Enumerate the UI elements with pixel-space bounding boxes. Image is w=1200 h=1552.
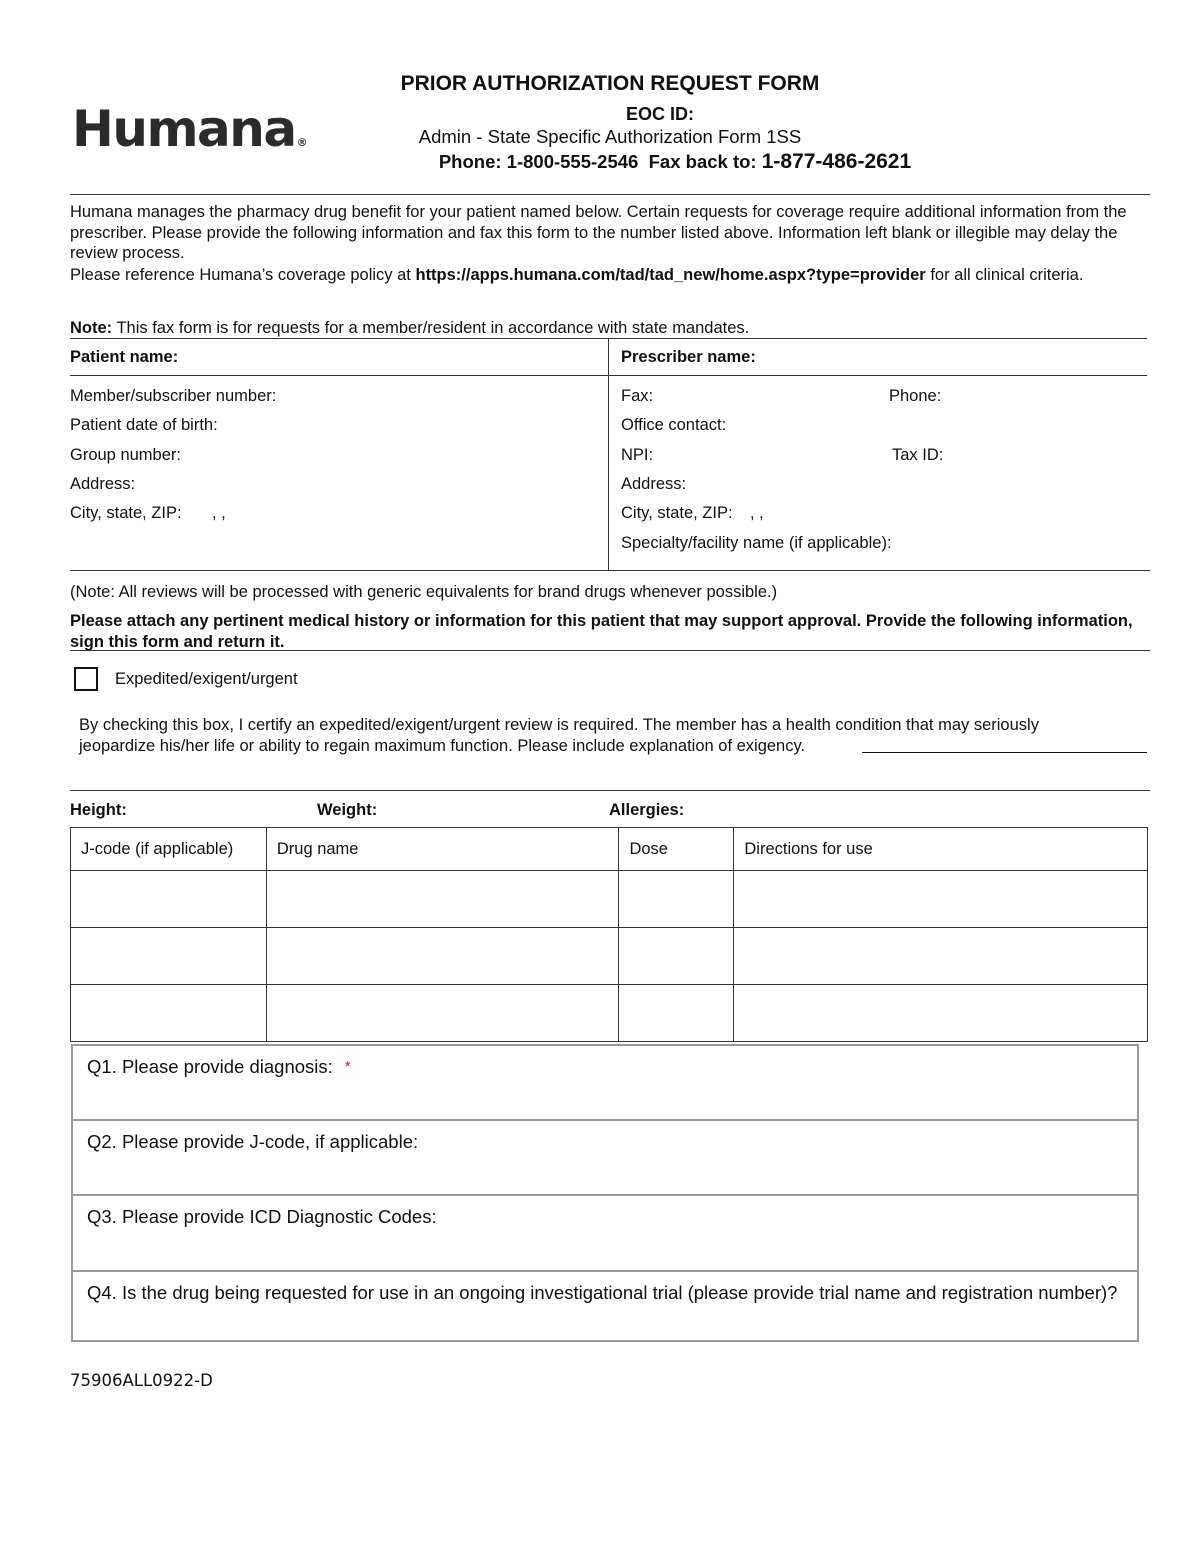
prescriber-city-value: , , — [750, 504, 764, 522]
form-subtitle: Admin - State Specific Authorization Form 1SS — [418, 126, 802, 147]
expedited-checkbox[interactable] — [74, 667, 98, 691]
generic-equivalents-note: (Note: All reviews will be processed with generic equivalents for brand drugs whenever possible.) — [70, 583, 778, 601]
name-row-rule — [70, 375, 1147, 376]
directions-cell[interactable] — [734, 985, 1148, 1042]
drug-name-header: Drug name — [266, 828, 619, 871]
prescriber-address-label: Address: — [621, 475, 687, 493]
drug-name-cell[interactable] — [266, 985, 619, 1042]
fax-back-label: Fax back to: — [648, 151, 757, 172]
office-contact-label: Office contact: — [621, 416, 727, 434]
form-code: 75906ALL0922-D — [70, 1371, 213, 1390]
drug-name-cell[interactable] — [266, 871, 619, 928]
info-bottom-rule — [70, 570, 1150, 571]
jcode-cell[interactable] — [71, 928, 267, 985]
logo-text: Humana — [72, 100, 296, 158]
attach-divider — [70, 650, 1150, 651]
question-q1[interactable] — [73, 1046, 1137, 1121]
tax-id-label: Tax ID: — [892, 446, 944, 464]
eoc-id-label: EOC ID: — [625, 104, 694, 124]
jcode-cell[interactable] — [71, 871, 267, 928]
exigency-explanation-line[interactable] — [862, 752, 1147, 753]
question-text: Q1. Please provide diagnosis: — [87, 1056, 333, 1077]
prescriber-fax-label: Fax: — [621, 387, 654, 405]
vitals-divider — [70, 790, 1150, 791]
drug-table — [70, 827, 1148, 1042]
weight-label: Weight: — [317, 801, 378, 819]
dose-header: Dose — [619, 828, 734, 871]
prescriber-phone-label: Phone: — [889, 387, 942, 405]
question-text: Q4. Is the drug being requested for use in an ongoing investigational trial (please provide trial name and registration number)? — [87, 1282, 1118, 1303]
table-row — [71, 871, 1148, 928]
dose-cell[interactable] — [619, 928, 734, 985]
required-asterisk: * — [344, 1058, 351, 1075]
directions-cell[interactable] — [734, 928, 1148, 985]
patient-city-label: City, state, ZIP: — [70, 504, 182, 522]
info-column-divider — [608, 338, 609, 571]
question-text: Q2. Please provide J-code, if applicable: — [87, 1131, 419, 1152]
phone-label: Phone: — [438, 151, 502, 172]
policy-suffix: for all clinical criteria. — [930, 266, 1084, 284]
note-label: Note: — [70, 319, 113, 337]
patient-name-label: Patient name: — [70, 348, 179, 366]
policy-url[interactable]: https://apps.humana.com/tad/tad_new/home.aspx?type=provider — [415, 266, 926, 284]
question-text: Q3. Please provide ICD Diagnostic Codes: — [87, 1206, 437, 1227]
form-title: PRIOR AUTHORIZATION REQUEST FORM — [400, 72, 820, 95]
expedited-certification: By checking this box, I certify an expedited/exigent/urgent review is required. The member has a health condition that may seriously jeopardize his/her life or ability to regain maximum function. Please include explanation of exigency. — [79, 716, 1039, 755]
prescriber-name-label: Prescriber name: — [621, 348, 756, 366]
jcode-cell[interactable] — [71, 985, 267, 1042]
header-divider — [70, 194, 1150, 195]
jcode-header: J-code (if applicable) — [71, 828, 267, 871]
patient-address-label: Address: — [70, 475, 136, 493]
npi-label: NPI: — [621, 446, 654, 464]
directions-cell[interactable] — [734, 871, 1148, 928]
prescriber-city-label: City, state, ZIP: — [621, 504, 733, 522]
specialty-label: Specialty/facility name (if applicable): — [621, 534, 892, 552]
height-label: Height: — [70, 801, 127, 819]
table-row — [71, 985, 1148, 1042]
fax-back-number: 1-877-486-2621 — [761, 150, 912, 173]
dose-cell[interactable] — [619, 985, 734, 1042]
group-number-label: Group number: — [70, 446, 181, 464]
patient-dob-label: Patient date of birth: — [70, 416, 218, 434]
question-q3[interactable] — [73, 1196, 1137, 1272]
table-row — [71, 928, 1148, 985]
drug-name-cell[interactable] — [266, 928, 619, 985]
intro-paragraph: Humana manages the pharmacy drug benefit for your patient named below. Certain requests for coverage require additional information from the prescriber. Please provide the following information and fax this form to the number listed above. Information left blank or illegible may delay the review process. — [70, 203, 1127, 262]
attach-history-note: Please attach any pertinent medical history or information for this patient that may support approval. Provide the following information, sign this form and return it. — [70, 612, 1133, 651]
registered-mark: ® — [296, 136, 308, 149]
state-mandate-note — [70, 319, 749, 338]
directions-header: Directions for use — [734, 828, 1148, 871]
dose-cell[interactable] — [619, 871, 734, 928]
phone-number: 1-800-555-2546 — [506, 151, 639, 172]
note-text: This fax form is for requests for a member/resident in accordance with state mandates. — [116, 319, 750, 337]
expedited-label: Expedited/exigent/urgent — [115, 670, 298, 688]
allergies-label: Allergies: — [609, 801, 685, 819]
policy-prefix: Please reference Humana’s coverage policy at — [70, 266, 411, 284]
drug-table-header — [71, 828, 1148, 871]
question-q4[interactable] — [73, 1272, 1137, 1340]
question-q2[interactable] — [73, 1121, 1137, 1196]
patient-city-value: , , — [212, 504, 226, 522]
contact-line — [135, 150, 1200, 174]
member-number-label: Member/subscriber number: — [70, 387, 277, 405]
questions-box — [71, 1044, 1139, 1342]
policy-reference — [70, 263, 1155, 287]
